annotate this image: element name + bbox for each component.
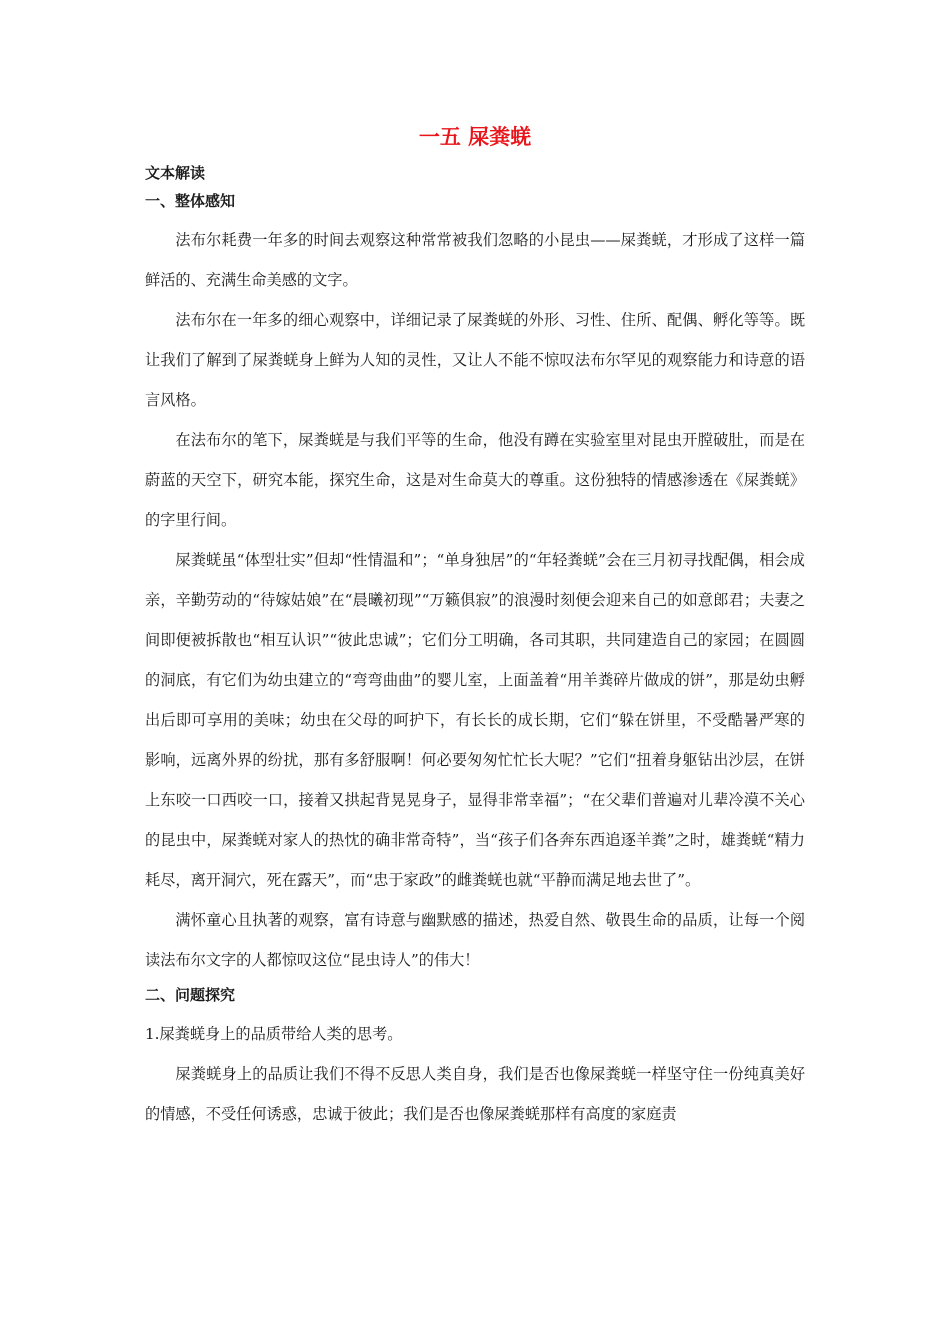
question-item: 1.屎粪蜣身上的品质带给人类的思考。: [145, 1025, 403, 1043]
paragraph: 在法布尔的笔下，屎粪蜣是与我们平等的生命，他没有蹲在实验室里对昆虫开膛破肚，而是在蔚蓝的天空下，研究本能，探究生命，这是对生命莫大的尊重。这份独特的情感渗透在《屎粪蜣》的字里行间。: [145, 431, 805, 529]
document-title: 一五 屎粪蜣: [418, 125, 532, 149]
paragraph: 法布尔在一年多的细心观察中，详细记录了屎粪蜣的外形、习性、住所、配偶、孵化等等。既让我们了解到了屎粪蜣身上鲜为人知的灵性，又让人不能不惊叹法布尔罕见的观察能力和诗意的语言风格。: [145, 311, 805, 409]
section-label: 文本解读: [145, 164, 206, 182]
paragraph: 法布尔耗费一年多的时间去观察这种常常被我们忽略的小昆虫——屎粪蜣，才形成了这样一篇鲜活的、充满生命美感的文字。: [145, 231, 805, 289]
document-body: [145, 122, 805, 1134]
part1-heading: 一、整体感知: [145, 192, 236, 210]
paragraph: 屎粪蜣身上的品质让我们不得不反思人类自身，我们是否也像屎粪蜣一样坚守住一份纯真美好的情感，不受任何诱惑，忠诚于彼此；我们是否也像屎粪蜣那样有高度的家庭责: [145, 1065, 805, 1123]
part2-heading: 二、问题探究: [145, 986, 236, 1004]
paragraph: 屎粪蜣虽“体型壮实”但却“性情温和”；“单身独居”的“年轻粪蜣”会在三月初寻找配偶，相会成亲，辛勤劳动的“待嫁姑娘”在“晨曦初现”“万籁俱寂”的浪漫时刻便会迎来自己的如意郎君；夫妻之间即便被拆散也“相互认识”“彼此忠诚”；它们分工明确，各司其职，共同建造自己的家园；在圆圆的洞底，有它们为幼虫建立的“弯弯曲曲”的婴儿室，上面盖着“用羊粪碎片做成的饼”，那是幼虫孵出后即可享用的美味；幼虫在父母的呵护下，有长长的成长期，它们“躲在饼里，不受酷暑严寒的影响，远离外界的纷扰，那有多舒服啊！何必要匆匆忙忙长大呢？”它们“扭着身躯钻出沙层，在饼上东咬一口西咬一口，接着又拱起背晃晃身子，显得非常幸福”；“在父辈们普遍对儿辈冷漠不关心的昆虫中，屎粪蜣对家人的热忱的确非常奇特”，当“孩子们各奔东西追逐羊粪”之时，雄粪蜣“精力耗尽，离开洞穴，死在露天”，而“忠于家政”的雌粪蜣也就“平静而满足地去世了”。: [145, 551, 805, 889]
paragraph: 满怀童心且执著的观察，富有诗意与幽默感的描述，热爱自然、敬畏生命的品质，让每一个阅读法布尔文字的人都惊叹这位“昆虫诗人”的伟大！: [145, 911, 805, 969]
